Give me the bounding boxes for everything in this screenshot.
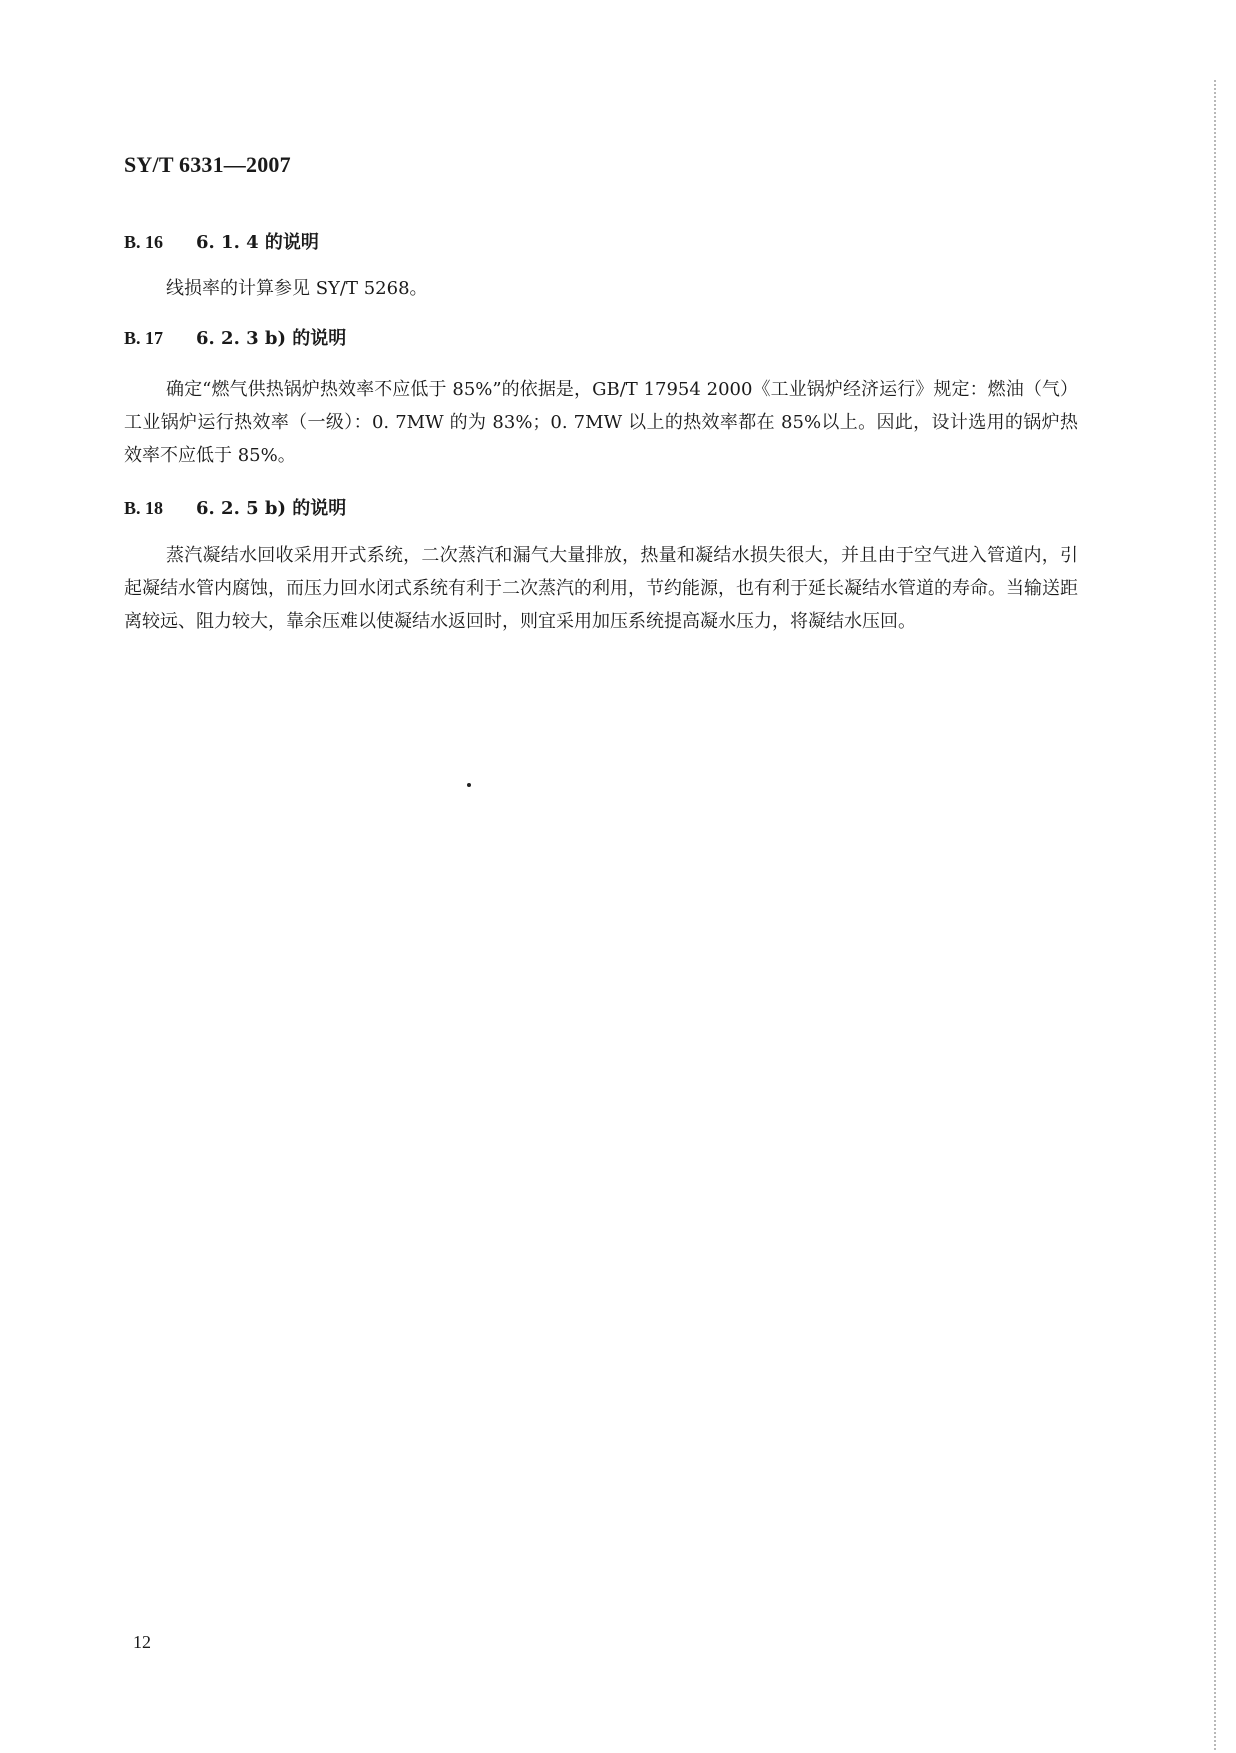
- section-body-b16: 线损率的计算参见 SY/T 5268。: [166, 278, 428, 299]
- section-number: B. 17: [124, 328, 164, 348]
- section-heading-b16: [124, 228, 319, 254]
- section-reference: 6. 1. 4 的说明: [196, 232, 319, 253]
- document-code: SY/T 6331—2007: [124, 152, 291, 177]
- scan-speck: [467, 783, 471, 787]
- section-heading-b18: [124, 494, 346, 520]
- section-reference: 6. 2. 3 b) 的说明: [196, 328, 347, 349]
- section-number: B. 18: [124, 498, 164, 518]
- section-body-b18: 蒸汽凝结水回收采用开式系统，二次蒸汽和漏气大量排放，热量和凝结水损失很大，并且由于空气进入管道内，引起凝结水管内腐蚀，而压力回水闭式系统有利于二次蒸汽的利用，节约能源，也有利于延长凝结水管道的寿命。当输送距离较远、阻力较大，靠余压难以使凝结水返回时，则宜采用加压系统提高凝水压力，将凝结水压回。: [124, 545, 1078, 632]
- section-body-b17: 确定“燃气供热锅炉热效率不应低于 85%”的依据是，GB/T 17954 2000《工业锅炉经济运行》规定：燃油（气）工业锅炉运行热效率（一级）：0. 7MW 的为 83%；0. 7MW 以上的热效率都在 85%以上。因此，设计选用的锅炉热效率不应低于 85%。: [124, 379, 1078, 466]
- section-heading-b17: [124, 324, 346, 350]
- section-number: B. 16: [124, 232, 164, 252]
- section-reference: 6. 2. 5 b) 的说明: [196, 498, 347, 519]
- page-number: 12: [133, 1632, 151, 1652]
- scan-edge-artifact: [1212, 80, 1216, 1750]
